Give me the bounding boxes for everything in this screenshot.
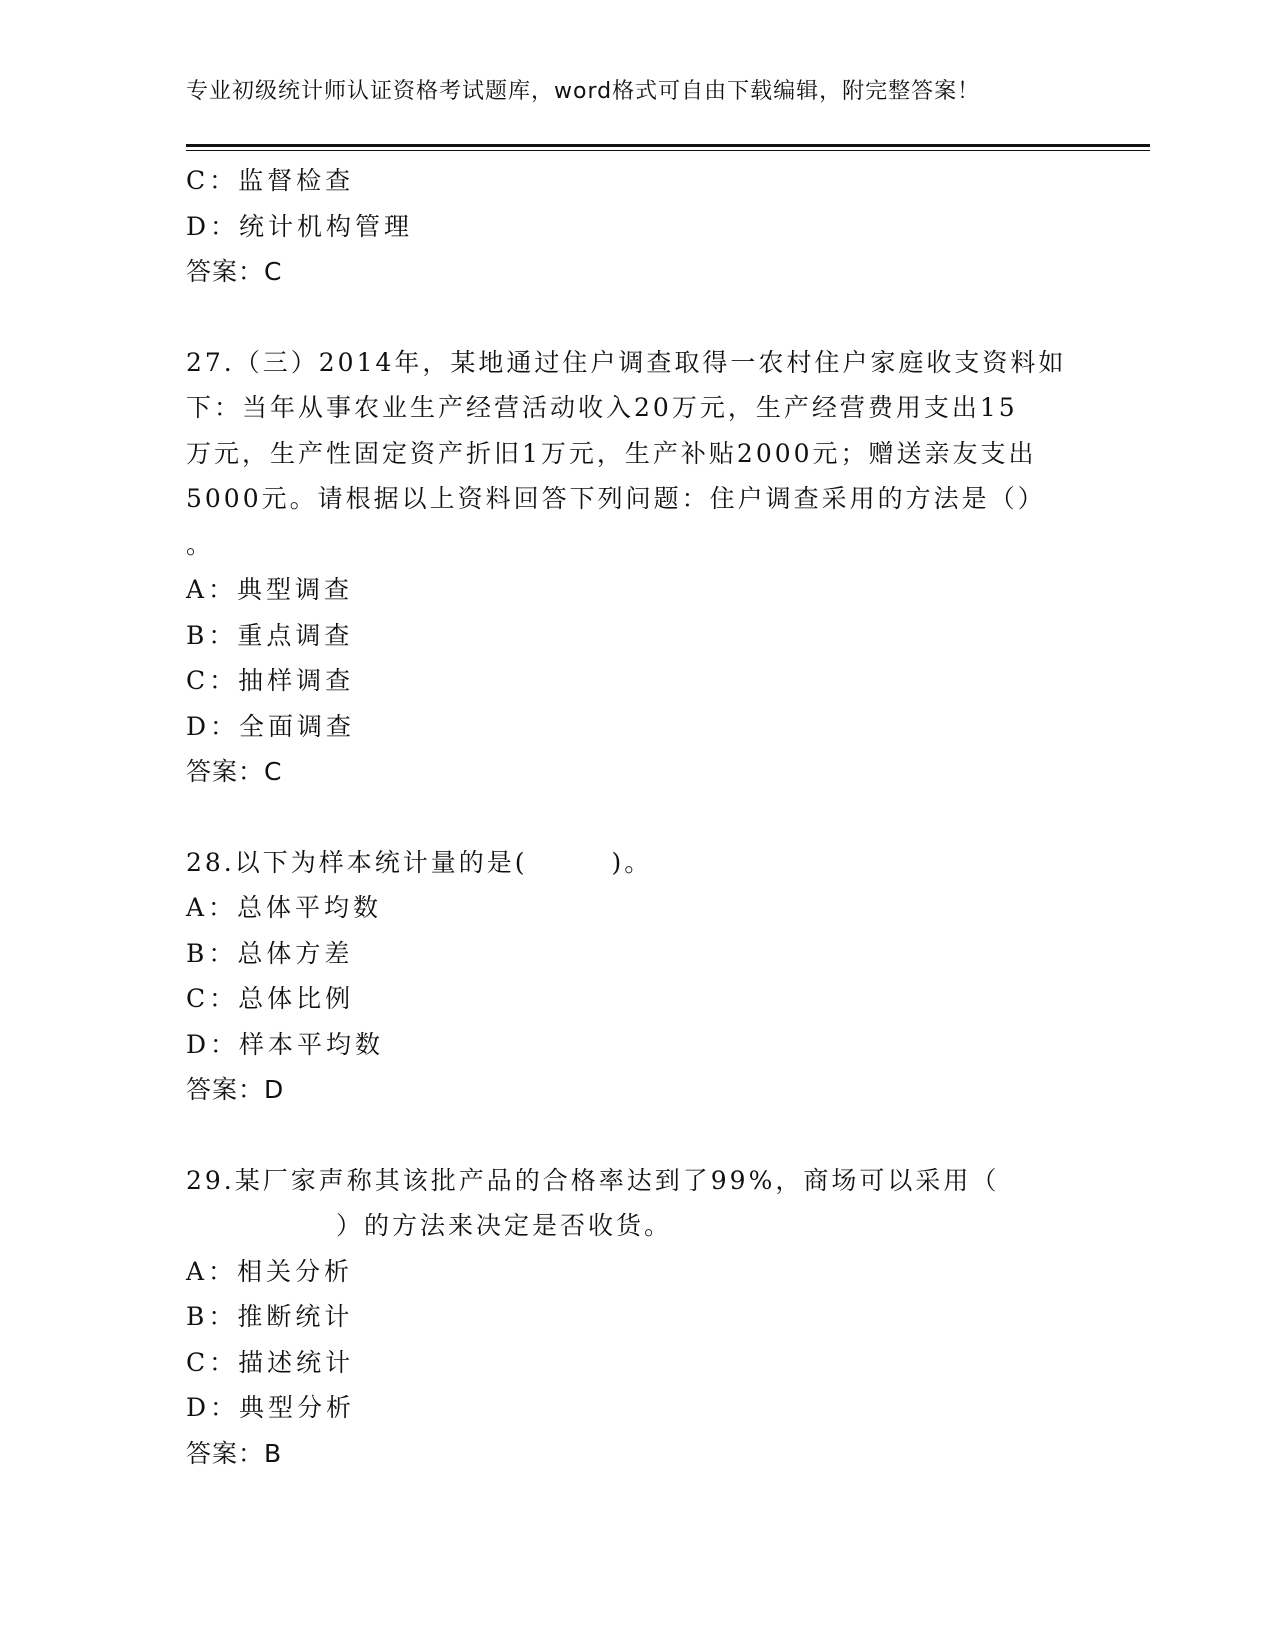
answer-line: 答案：C [186, 257, 283, 286]
question-27 [186, 340, 1086, 795]
spacer [186, 795, 1086, 840]
question-29 [186, 1158, 1086, 1477]
question-stem-line: 28.以下为样本统计量的是( )。 [186, 847, 653, 877]
question-stem-line: 下：当年从事农业生产经营活动收入20万元，生产经营费用支出15 [186, 393, 1018, 422]
option-d: D：统计机构管理 [186, 211, 414, 241]
header-rule-thin [186, 150, 1150, 151]
option-c: C：总体比例 [186, 984, 355, 1013]
spacer [186, 1113, 1086, 1158]
question-stem-line: 5000元。请根据以上资料回答下列问题：住户调查采用的方法是（） [186, 484, 1046, 513]
question-stem-line: 。 [186, 529, 215, 559]
option-c: C：监督检查 [186, 166, 355, 195]
answer-line: 答案：B [186, 1438, 283, 1468]
option-c: C：描述统计 [186, 1347, 355, 1377]
answer-line: 答案：D [186, 1075, 285, 1104]
page-header: 专业初级统计师认证资格考试题库，word格式可自由下载编辑，附完整答案！ [186, 79, 981, 104]
question-stem-line: 万元，生产性固定资产折旧1万元，生产补贴2000元；赠送亲友支出 [186, 438, 1037, 468]
option-c: C：抽样调查 [186, 666, 355, 695]
option-b: B：推断统计 [186, 1302, 354, 1331]
question-stem-line: 29.某厂家声称其该批产品的合格率达到了99%，商场可以采用（ [186, 1165, 1000, 1195]
option-d: D：样本平均数 [186, 1029, 385, 1059]
option-d: D：典型分析 [186, 1393, 356, 1422]
question-28 [186, 840, 1086, 1113]
answer-line: 答案：C [186, 757, 283, 786]
previous-question [186, 158, 1086, 295]
question-stem-line: ）的方法来决定是否收货。 [336, 1211, 673, 1240]
spacer [186, 295, 1086, 340]
option-d: D：全面调查 [186, 711, 356, 741]
question-content [186, 158, 1086, 1476]
header-rule-thick [186, 144, 1150, 147]
option-a: A：相关分析 [186, 1256, 354, 1286]
question-stem-line: 27.（三）2014年，某地通过住户调查取得一农村住户家庭收支资料如 [186, 347, 1067, 377]
option-a: A：总体平均数 [186, 893, 383, 922]
option-b: B：总体方差 [186, 938, 354, 968]
option-b: B：重点调查 [186, 620, 354, 650]
option-a: A：典型调查 [186, 575, 354, 604]
